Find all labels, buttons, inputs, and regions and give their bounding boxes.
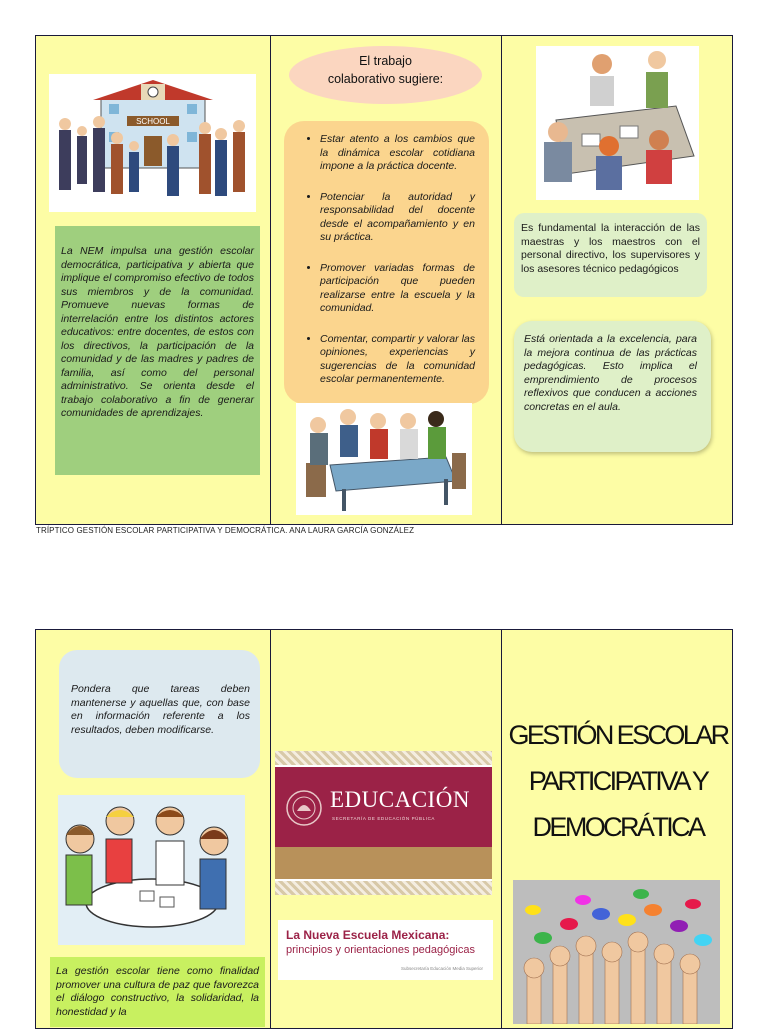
suggestion-item: • Comentar, compartir y valorar las opiniones, experiencias y sugerencias de la comunidad escolar permanentemente. xyxy=(320,333,475,387)
suggestions-box xyxy=(284,121,489,404)
document-caption: TRÍPTICO GESTIÓN ESCOLAR PARTICIPATIVA Y DEMOCRÁTICA. ANA LAURA GARCÍA GONZÁLEZ xyxy=(36,526,415,535)
heading-line-1: El trabajo xyxy=(359,54,412,68)
sep-logo-maroon xyxy=(275,767,492,847)
round-table-discussion-illustration xyxy=(58,795,245,945)
title-line-1: GESTIÓN ESCOLAR xyxy=(508,720,728,750)
title-line-2: PARTICIPATIVA Y xyxy=(528,766,708,796)
excellence-text: Está orientada a la excelencia, para la mejora continua de las prácticas pedagógicas. Esto implica el emprendimiento de procesos reflexivos que conducen a acciones concretas en el aula. xyxy=(524,333,697,413)
office-meeting-illustration xyxy=(536,46,699,200)
collaborative-work-heading xyxy=(289,46,482,104)
suggestion-item: • Promover variadas formas de participación que pueden realizarse entre la escuela y la comunidad. xyxy=(320,262,475,316)
excellence-box xyxy=(514,321,711,452)
nem-description-text: La NEM impulsa una gestión escolar democrática, participativa y abierta que implique el compromiso efectivo de todos sus miembros y de la comunidad. Promueve nuevas formas de interrelación entre los distintos actores educativos: entre docentes, de estos con los directivos, la participación de la comunidad y de las madres y padres de familia, así como del personal administrativo. Se orienta desde el trabajo colaborativo a fin de generar comunidades de aprendizajes. xyxy=(61,245,254,419)
suggestions-list xyxy=(304,133,475,387)
suggestion-item: • Potenciar la autoridad y responsabilidad del docente desde el acompañamiento y en su práctica. xyxy=(320,191,475,245)
team-meeting-illustration xyxy=(296,403,472,515)
peace-culture-box xyxy=(50,957,265,1027)
nem-banner-title: La Nueva Escuela Mexicana: xyxy=(286,928,450,942)
title-line-3: DEMOCRÁTICA xyxy=(532,812,704,842)
ponder-tasks-text: Pondera que tareas deben mantenerse y aquellas que, con base en información referente a los resultados, deben modificarse. xyxy=(71,683,250,736)
nem-banner-footer: Subsecretaría Educación Media Superior xyxy=(400,966,483,971)
interaction-text: Es fundamental la interacción de las maestras y los maestros con el personal directivo, los supervisores y los asesores técnico pedagógicos xyxy=(521,222,700,275)
coat-of-arms-icon xyxy=(285,789,323,827)
svg-text:SCHOOL: SCHOOL xyxy=(136,117,170,126)
school-building-people-illustration xyxy=(49,74,256,212)
sep-logo-title: EDUCACIÓN xyxy=(330,787,470,812)
heading-line-2: colaborativo sugiere: xyxy=(327,72,444,86)
ponder-tasks-box xyxy=(59,650,260,778)
peace-culture-text: La gestión escolar tiene como finalidad promover una cultura de paz que favorezca el diálogo constructivo, la solidaridad, la honestidad y la xyxy=(56,965,259,1018)
nem-banner xyxy=(278,920,493,980)
sep-logo-subtitle: SECRETARÍA DE EDUCACIÓN PÚBLICA xyxy=(332,816,436,821)
nem-banner-subtitle: principios y orientaciones pedagógicas xyxy=(286,944,475,956)
sep-logo-banner xyxy=(275,751,492,895)
suggestion-item: • Estar atento a los cambios que la dinámica escolar cotidiana impone a la práctica docente. xyxy=(320,133,475,174)
raised-hands-speech-bubbles-photo xyxy=(513,880,720,1024)
interaction-box xyxy=(514,213,707,297)
nem-description-box xyxy=(55,226,260,475)
brochure-title xyxy=(505,712,731,850)
